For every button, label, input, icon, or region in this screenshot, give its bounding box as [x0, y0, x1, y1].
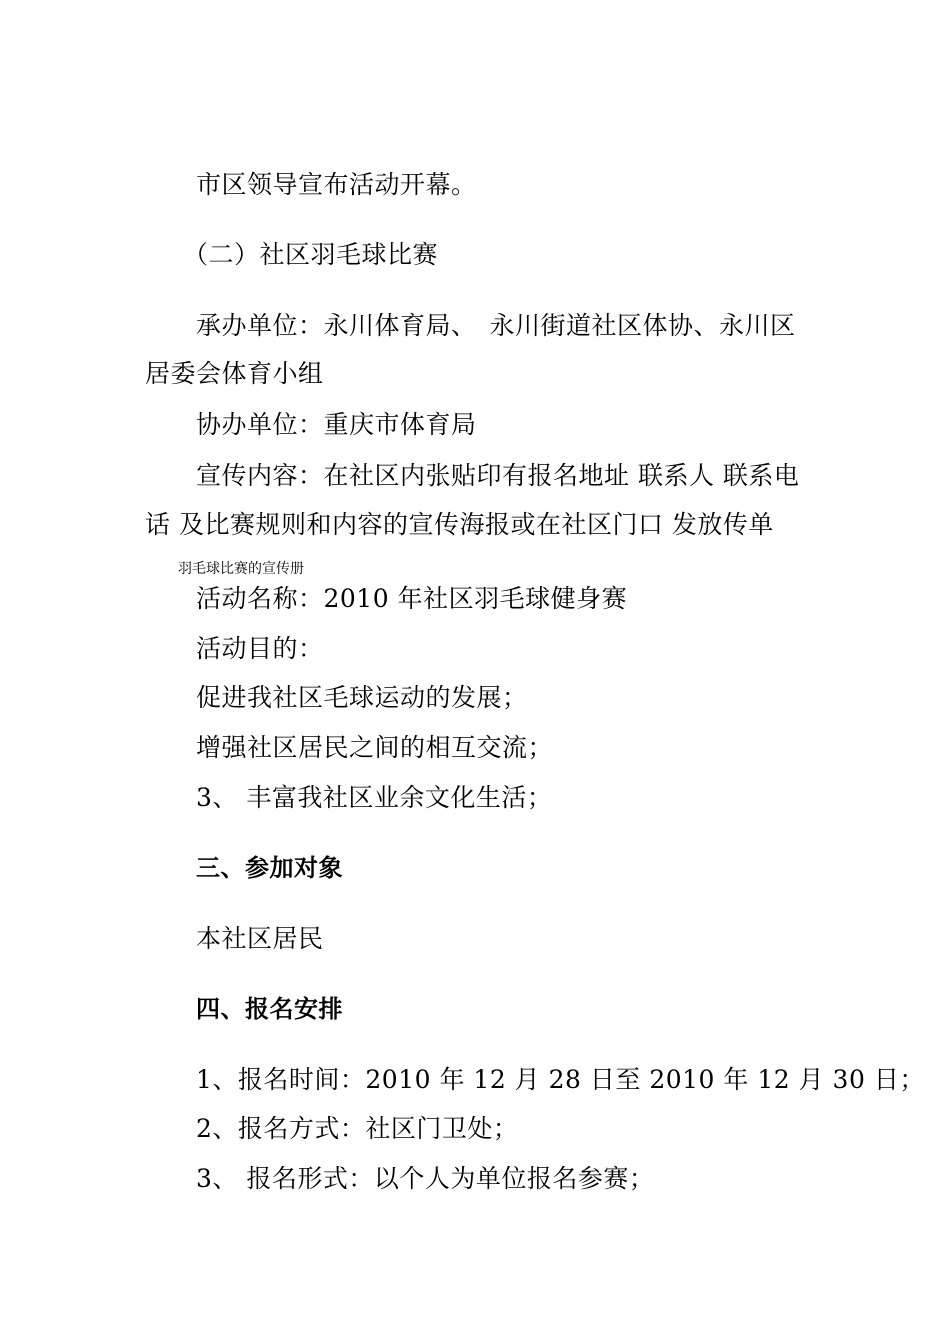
- text-line-purpose-1: 促进我社区毛球运动的发展；: [196, 683, 528, 712]
- text-line-publicity: 宣传内容：在社区内张贴印有报名地址 联系人 联系电: [196, 461, 800, 490]
- text-line-activity-name: 活动名称：2010 年社区羽毛球健身赛: [196, 584, 628, 613]
- text-line-participants: 本社区居民: [196, 924, 324, 953]
- text-line-purpose-3: 3、 丰富我社区业余文化生活；: [196, 783, 553, 812]
- text-line-opening: 市区领导宣布活动开幕。: [196, 170, 477, 199]
- text-line-brochure-caption: 羽毛球比赛的宣传册: [178, 561, 304, 577]
- text-line-organizer-cont: 居委会体育小组: [145, 359, 324, 388]
- text-line-activity-purpose: 活动目的：: [196, 634, 324, 663]
- text-line-publicity-cont: 话 及比赛规则和内容的宣传海报或在社区门口 发放传单: [145, 510, 774, 539]
- section-heading-participants: 三、参加对象: [196, 854, 343, 882]
- text-line-registration-form: 3、 报名形式：以个人为单位报名参赛；: [196, 1164, 655, 1193]
- section-heading-registration: 四、报名安排: [196, 995, 343, 1023]
- text-line-co-organizer: 协办单位：重庆市体育局: [196, 410, 477, 439]
- text-line-purpose-2: 增强社区居民之间的相互交流；: [196, 733, 554, 762]
- text-line-registration-method: 2、报名方式：社区门卫处；: [196, 1114, 519, 1143]
- text-line-organizer: 承办单位：永川体育局、 永川街道社区体协、永川区: [196, 311, 796, 340]
- text-line-registration-time: 1、报名时间：2010 年 12 月 28 日至 2010 年 12 月 30 日；: [196, 1065, 925, 1094]
- section-heading-badminton: （二）社区羽毛球比赛: [183, 240, 439, 269]
